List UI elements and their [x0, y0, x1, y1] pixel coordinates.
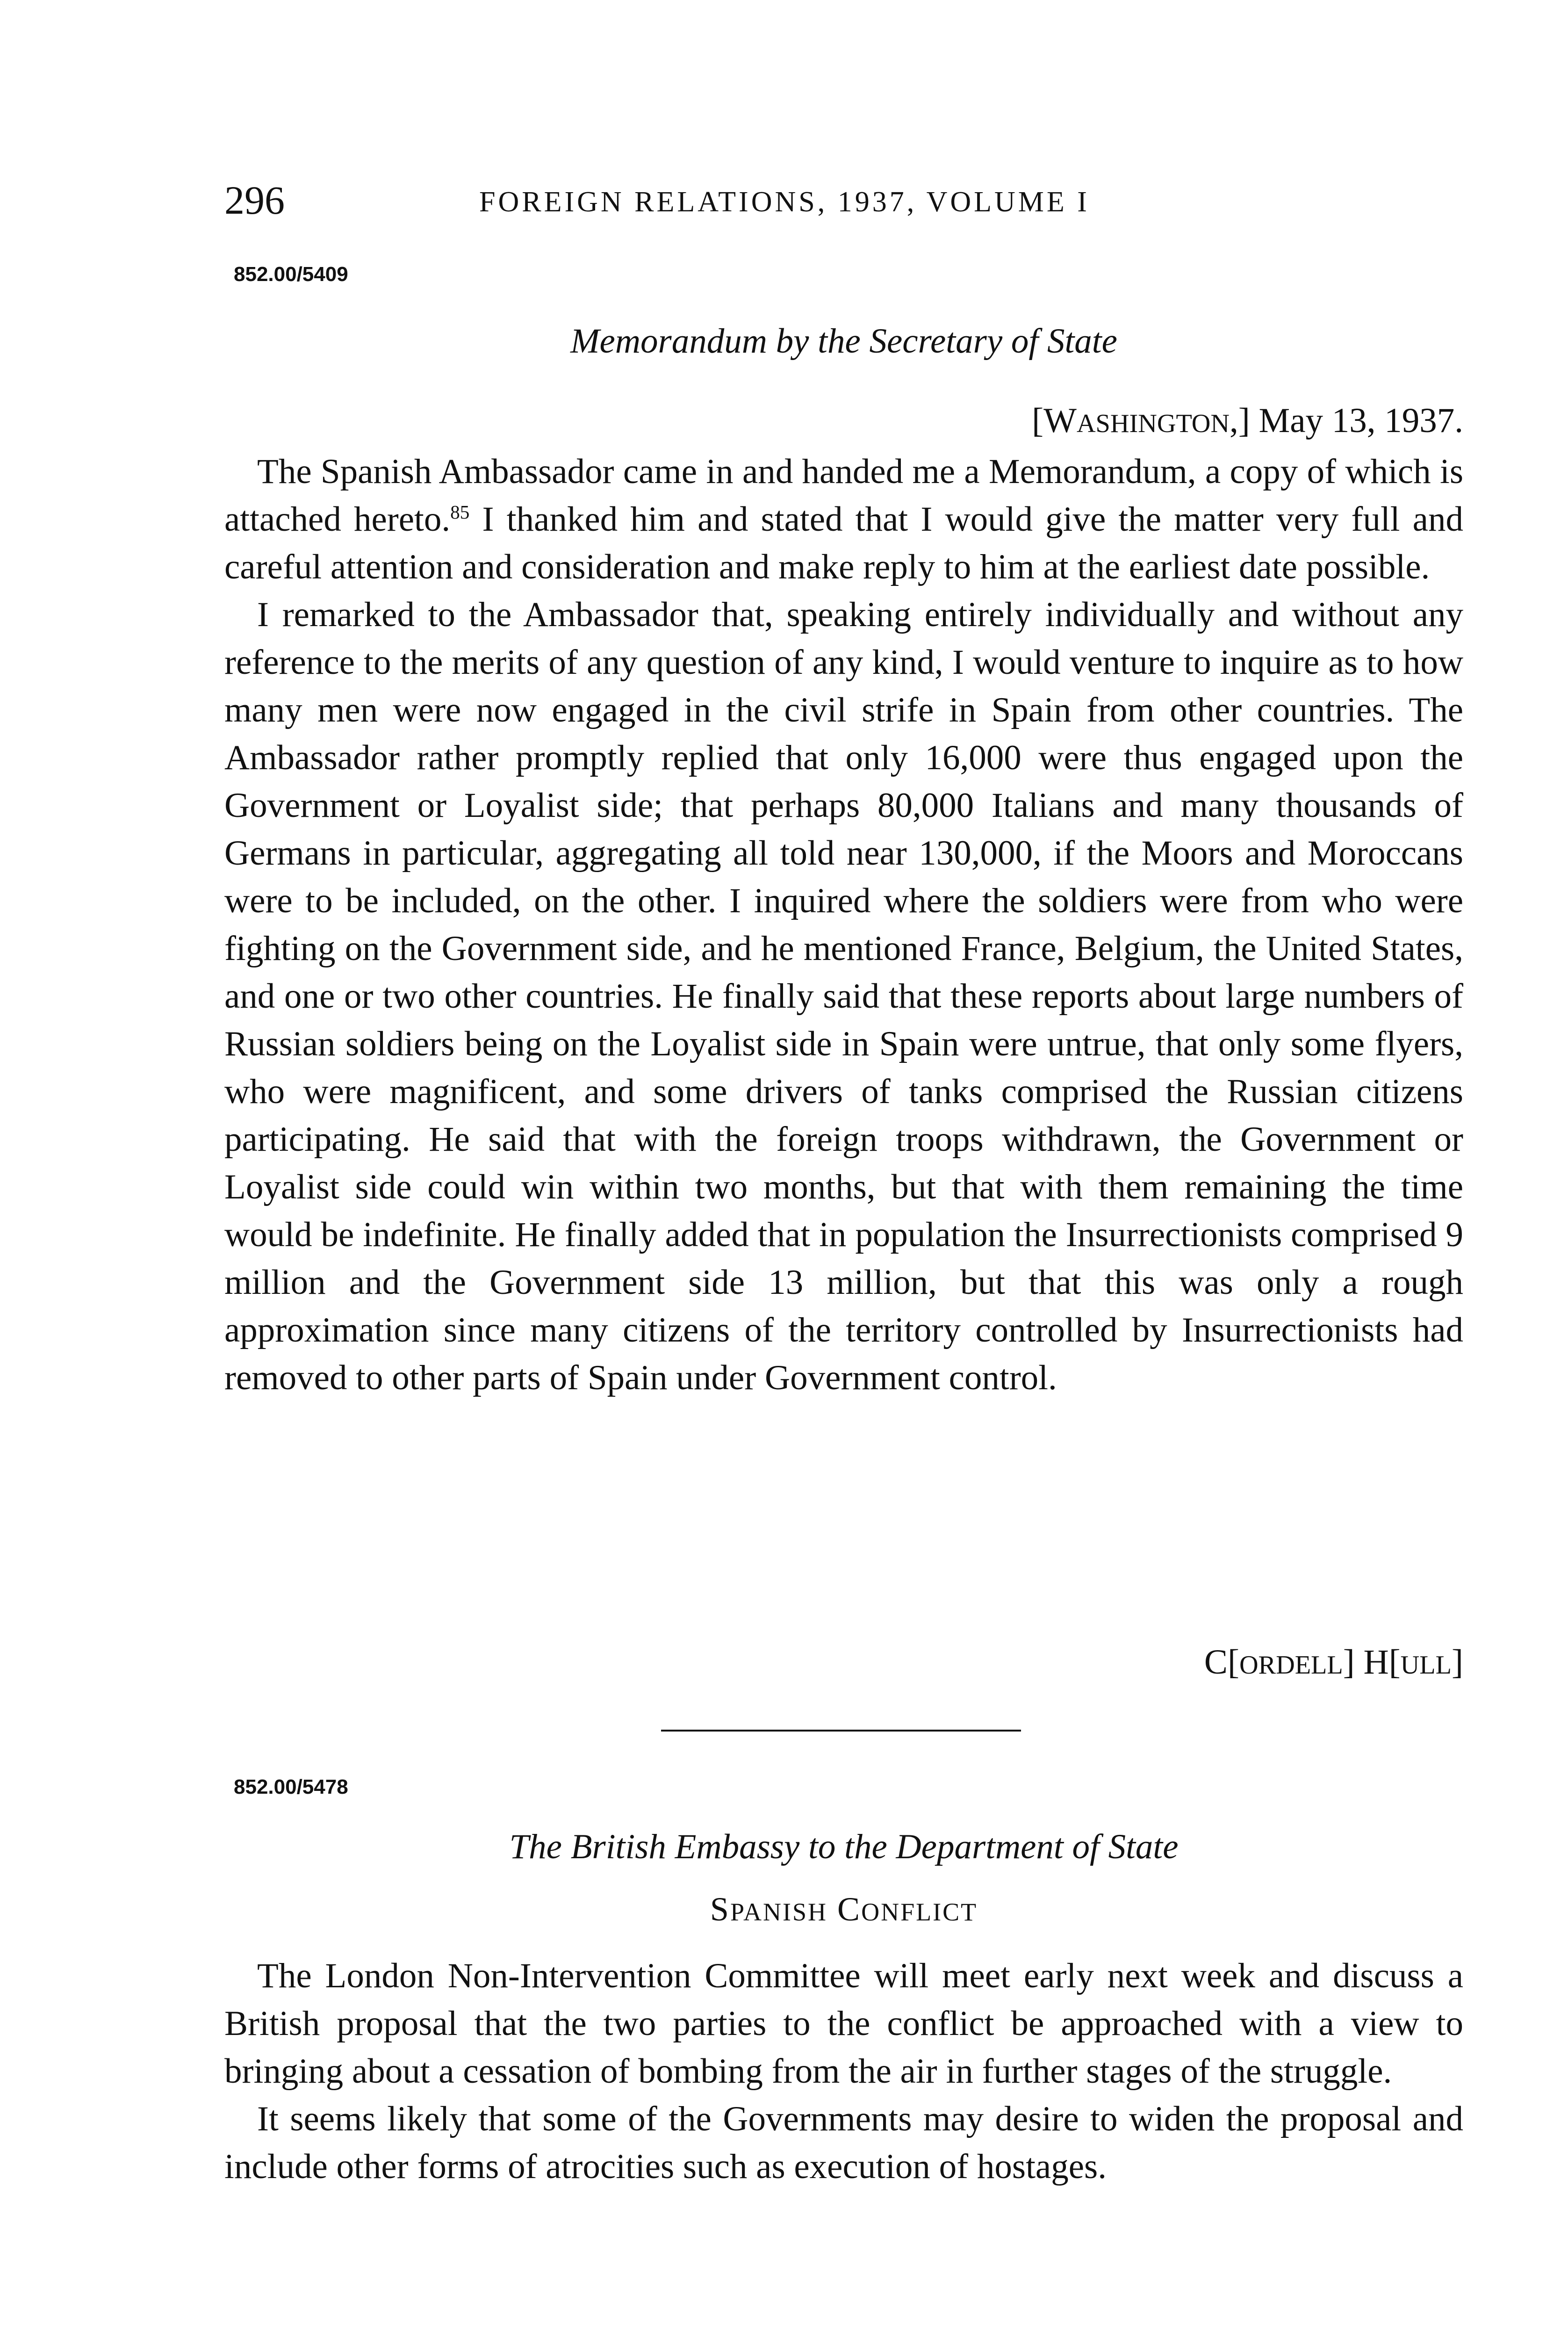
- dateline-date: May 13, 1937.: [1250, 401, 1463, 440]
- body-paragraph: It seems likely that some of the Governments may desire to widen the proposal and include other forms of atrocities such as execution of hostages.: [224, 2100, 1463, 2186]
- body-paragraph: [224, 448, 1463, 591]
- paragraph-text: I thanked him and stated that I would give the matter very full and careful attention and consideration and make reply to him at the earliest date possible.: [224, 500, 1463, 586]
- dateline-place-initial: W: [1043, 401, 1077, 440]
- file-number: 852.00/5478: [234, 1775, 348, 1798]
- heading-rest: PANISH: [730, 1898, 828, 1926]
- page-header: [224, 180, 1487, 236]
- memorandum-body: [224, 448, 1463, 1402]
- heading-rest: ONFLICT: [861, 1898, 978, 1926]
- document-title: Memorandum by the Secretary of State: [570, 322, 1117, 361]
- running-head: FOREIGN RELATIONS, 1937, VOLUME I: [479, 186, 1090, 218]
- footnote-reference: 85: [450, 501, 470, 523]
- dateline: [224, 400, 1463, 442]
- signature-first-initial: C: [1204, 1643, 1228, 1681]
- signature-last-rest: ULL: [1400, 1651, 1452, 1680]
- signature: C[ORDELL] H[ULL]: [1204, 1643, 1463, 1681]
- paragraph-text: The Spanish Ambassador came in and handed me a Memorandum, a copy of which is attached hereto.: [224, 452, 1463, 539]
- body-paragraph: I remarked to the Ambassador that, speaking entirely individually and without any reference to the merits of any question of any kind, I would venture to inquire as to how many men were now engaged in the civil strife in Spain from other countries. The Ambassador rather promptly replied that only 16,000 were thus engaged upon the Government or Loyalist side; that perhaps 80,000 Italians and many thousands of Germans in particular, aggregating all told near 130,000, if the Moors and Moroccans were to be included, on the other. I inquired where the soldiers were from who were fighting on the Government side, and he mentioned France, Belgium, the United States, and one or two other countries. He finally said that these reports about large numbers of Russian soldiers being on the Loyalist side in Spain were untrue, that only some flyers, who were magnificent, and some drivers of tanks comprised the Russian citizens participating. He said that with the foreign troops withdrawn, the Government or Loyalist side could win within two months, but that with them remaining the time would be indefinite. He finally added that in population the Insurrectionists comprised 9 million and the Government side 13 million, but that this was only a rough approximation since many citizens of the territory controlled by Insurrectionists had removed to other parts of Spain under Government control.: [224, 595, 1463, 1397]
- dateline-open-bracket: [: [1032, 401, 1044, 440]
- dateline-place-rest: ASHINGTON: [1076, 409, 1230, 438]
- heading-initial: C: [837, 1891, 862, 1928]
- section-divider: [661, 1730, 1021, 1732]
- dateline-close-bracket: ,]: [1230, 401, 1250, 440]
- document-title: The British Embassy to the Department of State: [509, 1827, 1179, 1866]
- heading-initial: S: [710, 1891, 730, 1928]
- embassy-note-body: [224, 1952, 1463, 2191]
- page-number: 296: [224, 178, 285, 223]
- file-number: 852.00/5409: [234, 263, 348, 286]
- signature-first-rest: ORDELL: [1239, 1651, 1343, 1680]
- section-heading: [224, 1889, 1463, 1929]
- signature-last-initial: H: [1363, 1643, 1389, 1681]
- body-paragraph: The London Non-Intervention Committee will meet early next week and discuss a British proposal that the two parties to the conflict be approached with a view to bringing about a cessation of bombing from the air in further stages of the struggle.: [224, 1956, 1463, 2091]
